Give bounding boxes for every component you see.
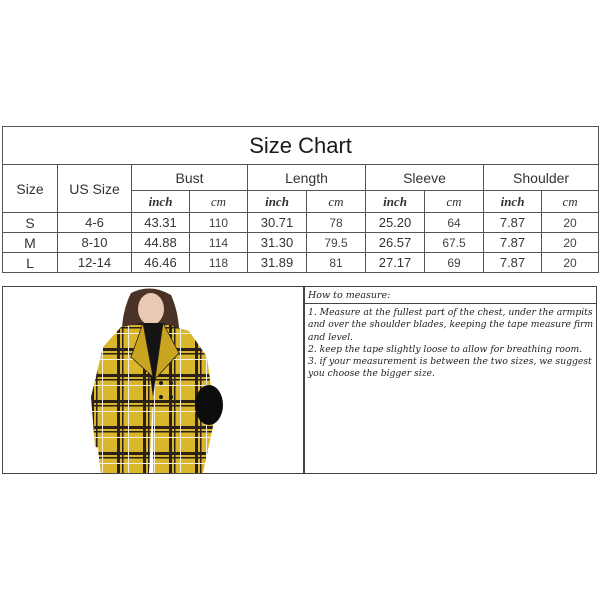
unit-inch: inch bbox=[484, 191, 542, 213]
cell-shoulder-inch: 7.87 bbox=[484, 213, 542, 233]
cell-bust-cm: 110 bbox=[190, 213, 248, 233]
header-sleeve: Sleeve bbox=[366, 165, 484, 191]
table-row bbox=[3, 213, 599, 233]
how-to-measure-panel bbox=[304, 286, 597, 474]
how-to-measure-title: How to measure: bbox=[305, 287, 596, 304]
cell-sleeve-inch: 27.17 bbox=[366, 253, 425, 273]
coat-model-illustration bbox=[3, 287, 303, 473]
size-chart-table bbox=[2, 126, 599, 273]
cell-length-inch: 31.89 bbox=[248, 253, 307, 273]
cell-size: S bbox=[3, 213, 58, 233]
cell-shoulder-cm: 20 bbox=[542, 213, 599, 233]
cell-bust-inch: 44.88 bbox=[132, 233, 190, 253]
unit-cm: cm bbox=[190, 191, 248, 213]
cell-length-cm: 78 bbox=[307, 213, 366, 233]
cell-shoulder-inch: 7.87 bbox=[484, 253, 542, 273]
measure-step: 1. Measure at the fullest part of the chest, under the armpits and over the shoulder blades, keeping the tape measure firm and level. bbox=[308, 307, 594, 343]
measure-step: 2. keep the tape slightly loose to allow for breathing room. bbox=[308, 343, 583, 355]
cell-sleeve-inch: 25.20 bbox=[366, 213, 425, 233]
cell-size: L bbox=[3, 253, 58, 273]
header-length: Length bbox=[248, 165, 366, 191]
unit-inch: inch bbox=[366, 191, 425, 213]
cell-length-inch: 31.30 bbox=[248, 233, 307, 253]
cell-length-cm: 81 bbox=[307, 253, 366, 273]
cell-length-cm: 79.5 bbox=[307, 233, 366, 253]
cell-sleeve-inch: 26.57 bbox=[366, 233, 425, 253]
header-shoulder: Shoulder bbox=[484, 165, 599, 191]
cell-sleeve-cm: 69 bbox=[425, 253, 484, 273]
cell-us-size: 12-14 bbox=[58, 253, 132, 273]
cell-shoulder-cm: 20 bbox=[542, 253, 599, 273]
cell-bust-inch: 43.31 bbox=[132, 213, 190, 233]
cell-bust-cm: 118 bbox=[190, 253, 248, 273]
unit-cm: cm bbox=[307, 191, 366, 213]
measure-step: 3. if your measurement is between the two sizes, we suggest you choose the bigger size. bbox=[308, 356, 592, 380]
table-row bbox=[3, 233, 599, 253]
header-bust: Bust bbox=[132, 165, 248, 191]
cell-sleeve-cm: 67.5 bbox=[425, 233, 484, 253]
unit-cm: cm bbox=[542, 191, 599, 213]
cell-us-size: 4-6 bbox=[58, 213, 132, 233]
unit-cm: cm bbox=[425, 191, 484, 213]
header-us-size: US Size bbox=[58, 165, 132, 213]
cell-bust-inch: 46.46 bbox=[132, 253, 190, 273]
cell-length-inch: 30.71 bbox=[248, 213, 307, 233]
chart-title: Size Chart bbox=[3, 127, 599, 165]
cell-shoulder-inch: 7.87 bbox=[484, 233, 542, 253]
cell-size: M bbox=[3, 233, 58, 253]
how-to-measure-steps bbox=[305, 304, 596, 381]
table-row bbox=[3, 253, 599, 273]
product-photo bbox=[2, 286, 304, 474]
cell-sleeve-cm: 64 bbox=[425, 213, 484, 233]
cell-bust-cm: 114 bbox=[190, 233, 248, 253]
cell-shoulder-cm: 20 bbox=[542, 233, 599, 253]
unit-inch: inch bbox=[132, 191, 190, 213]
cell-us-size: 8-10 bbox=[58, 233, 132, 253]
unit-inch: inch bbox=[248, 191, 307, 213]
header-size: Size bbox=[3, 165, 58, 213]
